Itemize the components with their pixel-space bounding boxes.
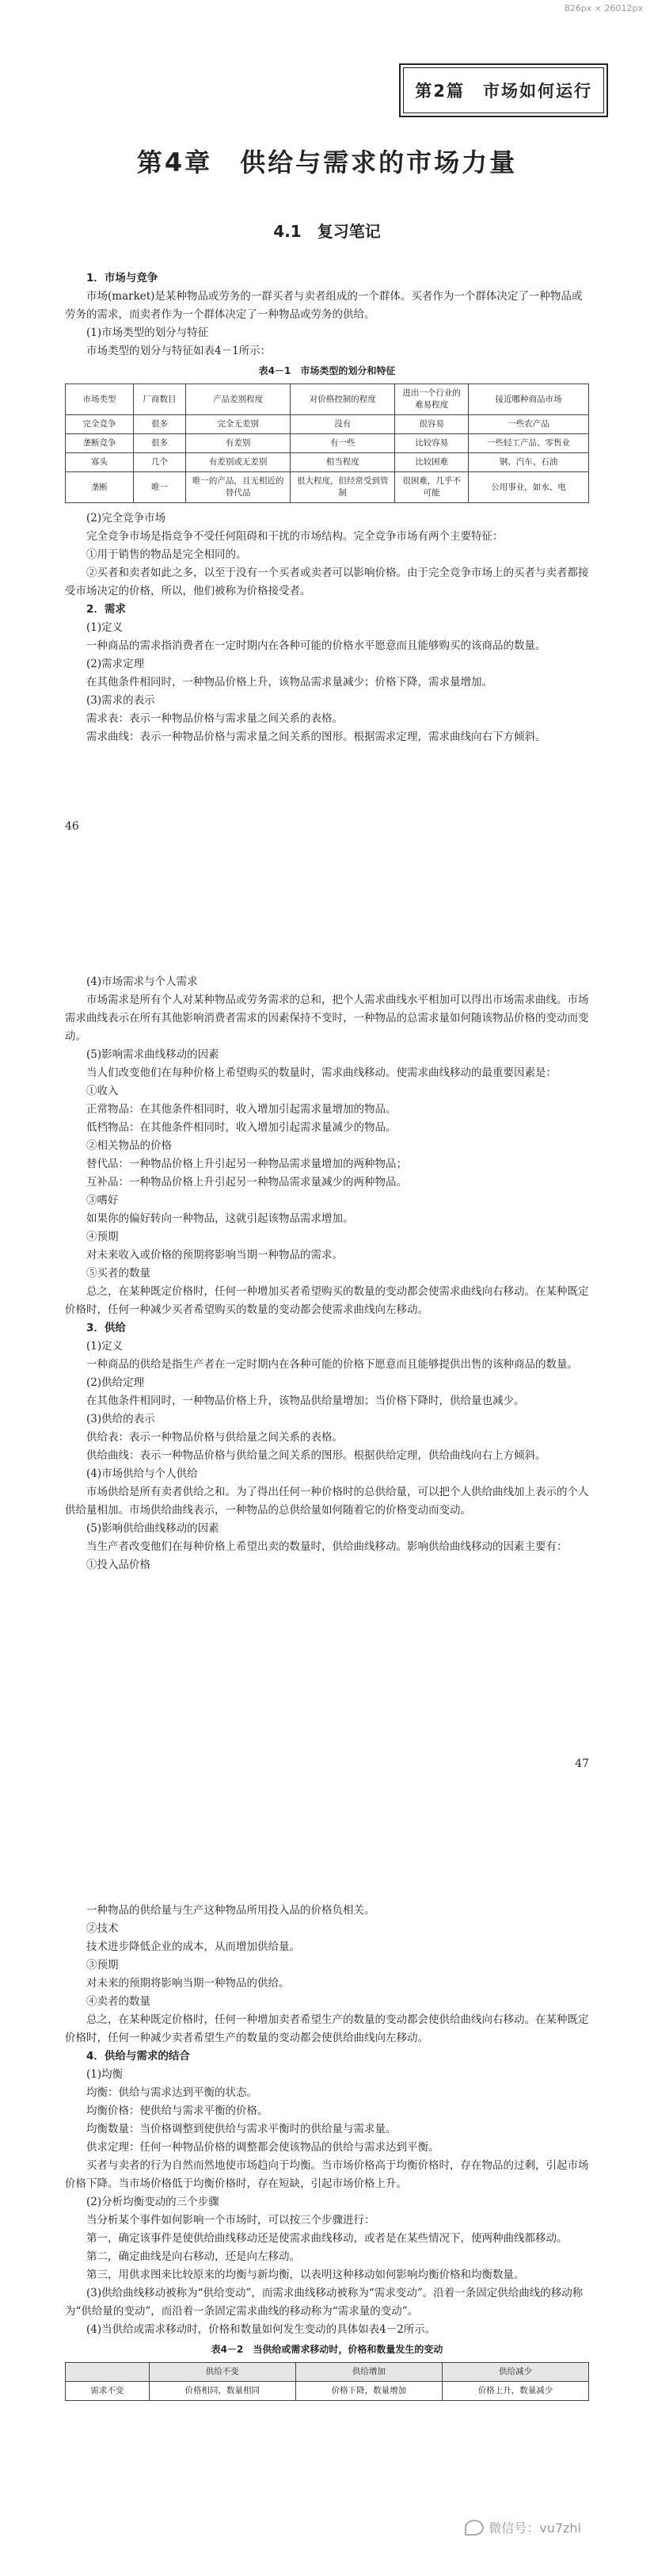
paragraph: 第一，确定该事件是使供给曲线移动还是使需求曲线移动，或者是在某些情况下，使两种曲线都移动。: [86, 2232, 568, 2245]
table-cell: 比较容易: [395, 434, 469, 453]
subheading: (4)市场供给与个人供给: [86, 1467, 198, 1480]
list-item: ①用于销售的物品是完全相同的。: [86, 548, 247, 561]
table-cell: 寡头: [66, 453, 134, 472]
subheading: (1)市场类型的划分与特征: [86, 326, 209, 339]
heading-equilibrium: 4．供给与需求的结合: [86, 2050, 190, 2063]
table-cell: 需求不变: [66, 2382, 150, 2401]
table-header-row: [66, 384, 589, 415]
page-47-body: [65, 973, 589, 1574]
table-header-cell: 供给减少: [442, 2363, 588, 2382]
paragraph: 技术进步降低企业的成本，从而增加供给量。: [86, 1941, 300, 1953]
table-header-cell: 供给增加: [295, 2363, 442, 2382]
image-dims-label: 826px × 26012px: [564, 3, 643, 13]
table-cell: 价格相同，数量相同: [149, 2382, 295, 2401]
table-cell: 唯一: [133, 472, 185, 503]
table-cell: 很容易: [395, 415, 469, 434]
table-cell: 很困难，几乎不可能: [395, 472, 469, 503]
table-cell: 相当程度: [291, 453, 395, 472]
table-cell: 很多: [133, 434, 185, 453]
table-cell: 几个: [133, 453, 185, 472]
paragraph: 对未来收入或价格的预期将影响当期一种物品的需求。: [86, 1249, 343, 1261]
table-caption: 表4－1 市场类型的划分和特征: [258, 365, 396, 376]
heading-demand: 2．需求: [86, 603, 126, 616]
paragraph: 市场供给是所有卖者供给之和。为了得出任何一种价格时的总供给量，可以把个人供给曲线加上表示的个人供给量相加。市场供给曲线表示，一种物品的总供给量如何随着它的价格变动而变动。: [65, 1486, 589, 1517]
subheading: (1)定义: [86, 1340, 124, 1353]
subheading: (2)需求定理: [86, 658, 145, 670]
table-row: [66, 434, 589, 453]
table-header-cell: 厂商数目: [133, 384, 185, 415]
table-cell: 一些轻工产品、零售业: [468, 434, 588, 453]
list-item: ②相关物品的价格: [86, 1139, 172, 1152]
paragraph: 完全竞争市场是指竞争不受任何阻碍和干扰的市场结构。完全竞争市场有两个主要特征：: [86, 530, 504, 543]
subheading: (2)供给定理: [86, 1376, 145, 1389]
table-header-cell: 市场类型: [66, 384, 134, 415]
list-item: ③嗜好: [86, 1194, 119, 1207]
subheading: (2)分析均衡变动的三个步骤: [86, 2196, 219, 2208]
subheading: (3)供给的表示: [86, 1413, 155, 1425]
paragraph: 需求表：表示一种物品价格与需求量之间关系的表格。: [86, 712, 343, 725]
paragraph: 互补品：一种物品价格上升引起另一种物品需求量减少的两种物品。: [86, 1176, 407, 1189]
section-title: 4.1 复习笔记: [273, 222, 381, 241]
list-item: ④预期: [86, 1231, 119, 1243]
paragraph: 第三，用供求图来比较原来的均衡与新均衡，以表明这种移动如何影响均衡价格和均衡数量。: [86, 2269, 525, 2281]
paragraph: 供求定理：任何一种物品价格的调整都会使该物品的供给与需求达到平衡。: [86, 2141, 439, 2154]
table-cell: 唯一的产品，且无相近的替代品: [186, 472, 291, 503]
paragraph: (4)当供给或需求移动时，价格和数量如何发生变动的具体如表4－2所示。: [86, 2323, 436, 2336]
table-header-cell: 进出一个行业的难易程度: [395, 384, 469, 415]
table-header-cell: 接近哪种商品市场: [468, 384, 588, 415]
table-cell: 垄断: [66, 472, 134, 503]
page-47: [41, 973, 613, 1789]
list-item: ③预期: [86, 1959, 119, 1971]
table-cell: 钢、汽车、石油: [468, 453, 588, 472]
table-header-cell: 对价格控制的程度: [291, 384, 395, 415]
paragraph: 当人们改变他们在每种价格上希望购买的数量时，需求曲线移动。使需求曲线移动的最重要因素是：: [86, 1067, 557, 1079]
paragraph: 市场需求是所有个人对某种物品或劳务需求的总和，把个人需求曲线水平相加可以得出市场需求曲线。市场需求曲线表示在所有其他影响消费者需求的因素保持不变时，一种物品的总需求量如何随该物品价格的变动而变动。: [65, 994, 589, 1043]
table-cell: 公用事业，如水、电: [468, 472, 588, 503]
table-cell: 比较困难: [395, 453, 469, 472]
heading-market: 1．市场与竞争: [86, 272, 158, 284]
table-row: [66, 472, 589, 503]
table-cell: 价格上升，数量减少: [442, 2382, 588, 2401]
paragraph: 均衡价格：使供给与需求平衡的价格。: [86, 2105, 268, 2117]
list-item: ②买者和卖者如此之多，以至于没有一个买者或卖者可以影响价格。由于完全竞争市场上的买者与卖者都接受市场决定的价格，所以，他们被称为价格接受者。: [65, 567, 589, 597]
equilibrium-changes-table: [65, 2362, 589, 2401]
table-cell: 有差别或无差别: [186, 453, 291, 472]
table-header-cell: 产品差别程度: [186, 384, 291, 415]
wechat-icon: [465, 2520, 484, 2536]
watermark-text: 微信号：vu7zhi: [489, 2521, 581, 2536]
table-header-row: [66, 2363, 589, 2382]
paragraph: 总之，在某种既定价格时，任何一种增加买者希望购买的数量的变动都会使需求曲线向右移动。在某种既定价格时，任何一种减少买者希望购买的数量的变动都会使需求曲线向左移动。: [65, 1285, 589, 1316]
table-row: [66, 415, 589, 434]
list-item: ①投入品价格: [86, 1559, 150, 1571]
list-item: ①收入: [86, 1085, 119, 1097]
paragraph: 在其他条件相同时，一种物品价格上升，该物品供给量增加；当价格下降时，供给量也减少。: [86, 1395, 525, 1407]
heading-supply: 3．供给: [86, 1322, 126, 1334]
paragraph: 正常物品：在其他条件相同时，收入增加引起需求量增加的物品。: [86, 1103, 397, 1116]
page-48-body: [65, 1902, 589, 2407]
part-banner: [399, 63, 608, 117]
page-46-body: [65, 269, 589, 746]
paragraph: 替代品：一种物品价格上升引起另一种物品需求量增加的两种物品；: [86, 1158, 407, 1170]
paragraph: 供给表：表示一种物品价格与供给量之间关系的表格。: [86, 1431, 343, 1444]
list-item: ⑤买者的数量: [86, 1267, 150, 1280]
paragraph: 一种商品的供给是指生产者在一定时期内在各种可能的价格下愿意而且能够提供出售的该种商品的数量。: [86, 1358, 578, 1371]
list-item: ④卖者的数量: [86, 1995, 150, 2008]
paragraph: 在其他条件相同时，一种物品价格上升，该物品需求量减少；价格下降，需求量增加。: [86, 676, 492, 689]
table-row: [66, 2382, 589, 2401]
table-cell: 价格下降，数量增加: [295, 2382, 442, 2401]
paragraph: 当分析某个事件如何影响一个市场时，可以按三个步骤进行：: [86, 2214, 375, 2227]
paragraph: 总之，在某种既定价格时，任何一种增加卖者希望生产的数量的变动都会使供给曲线向右移动。在某种既定价格时，任何一种减少卖者希望生产的数量的变动都会使供给曲线向左移动。: [65, 2013, 589, 2044]
table-row: [66, 453, 589, 472]
subheading: (3)需求的表示: [86, 694, 155, 707]
table-header-cell: 供给不变: [149, 2363, 295, 2382]
page-number: 46: [65, 820, 79, 833]
subheading: (5)影响需求曲线移动的因素: [86, 1048, 219, 1061]
subheading: (4)市场需求与个人需求: [86, 975, 198, 988]
table-cell: 很多: [133, 415, 185, 434]
paragraph: 一种物品的供给量与生产这种物品所用投入品的价格负相关。: [86, 1904, 375, 1917]
paragraph: 当生产者改变他们在每种价格上希望出卖的数量时，供给曲线移动。影响供给曲线移动的因素主要有：: [86, 1540, 568, 1553]
table-cell: 有差别: [186, 434, 291, 453]
page-46: [41, 32, 613, 844]
table-header-cell: [66, 2363, 150, 2382]
paragraph: 市场类型的划分与特征如表4－1所示：: [86, 345, 272, 357]
paragraph: 第二，确定曲线是向右移动，还是向左移动。: [86, 2250, 300, 2263]
page-number: 47: [575, 1757, 589, 1770]
table-cell: 一些农产品: [468, 415, 588, 434]
table-cell: 有一些: [291, 434, 395, 453]
paragraph: 供给曲线：表示一种物品价格与供给量之间关系的图形。根据供给定理，供给曲线向右上方倾斜。: [86, 1449, 546, 1462]
paragraph: 对未来的预期将影响当期一种物品的供给。: [86, 1977, 290, 1990]
subheading: (1)定义: [86, 621, 124, 634]
subheading: (2)完全竞争市场: [86, 512, 166, 525]
paragraph: 买者与卖者的行为自然而然地使市场趋向于均衡。当市场价格高于均衡价格时，存在物品的过剩，引起市场价格下降。当市场价格低于均衡价格时，存在短缺，引起市场价格上升。: [65, 2159, 589, 2190]
paragraph: 如果你的偏好转向一种物品，这就引起该物品需求增加。: [86, 1212, 354, 1225]
table-cell: 没有: [291, 415, 395, 434]
part-banner-text: 第2篇 市场如何运行: [403, 67, 604, 113]
paragraph: 需求曲线：表示一种物品价格与需求量之间关系的图形。根据需求定理，需求曲线向右下方倾斜。: [86, 731, 546, 743]
page-48: [41, 1902, 613, 2576]
paragraph: 市场(market)是某种物品或劳务的一群买者与卖者组成的一个群体。买者作为一个群体决定了一种物品或劳务的需求，而卖者作为一个群体决定了一种物品或劳务的供给。: [65, 290, 583, 321]
chapter-title: 第4章 供给与需求的市场力量: [136, 147, 518, 177]
table-cell: 完全无差别: [186, 415, 291, 434]
watermark: [465, 2518, 581, 2536]
paragraph: 低档物品：在其他条件相同时，收入增加引起需求量减少的物品。: [86, 1121, 397, 1134]
subheading: (5)影响供给曲线移动的因素: [86, 1522, 219, 1535]
table-cell: 垄断竞争: [66, 434, 134, 453]
paragraph: (3)供给曲线移动被称为“供给变动”，而需求曲线移动被称为“需求变动”。沿着一条固定供给曲线的移动称为“供给量的变动”，而沿着一条固定需求曲线的移动称为“需求量的变动”。: [65, 2287, 584, 2318]
market-types-table: [65, 384, 589, 503]
subheading: (1)均衡: [86, 2068, 124, 2081]
paragraph: 均衡：供给与需求达到平衡的状态。: [86, 2086, 257, 2099]
list-item: ②技术: [86, 1922, 119, 1935]
table-cell: 很大程度，但经常受到管制: [291, 472, 395, 503]
table-cell: 完全竞争: [66, 415, 134, 434]
table-caption: 表4－2 当供给或需求移动时，价格和数量发生的变动: [211, 2344, 443, 2355]
paragraph: 均衡数量：当价格调整到使供给与需求平衡时的供给量与需求量。: [86, 2123, 397, 2135]
paragraph: 一种商品的需求指消费者在一定时期内在各种可能的价格水平愿意而且能够购买的该商品的数量。: [86, 639, 546, 652]
